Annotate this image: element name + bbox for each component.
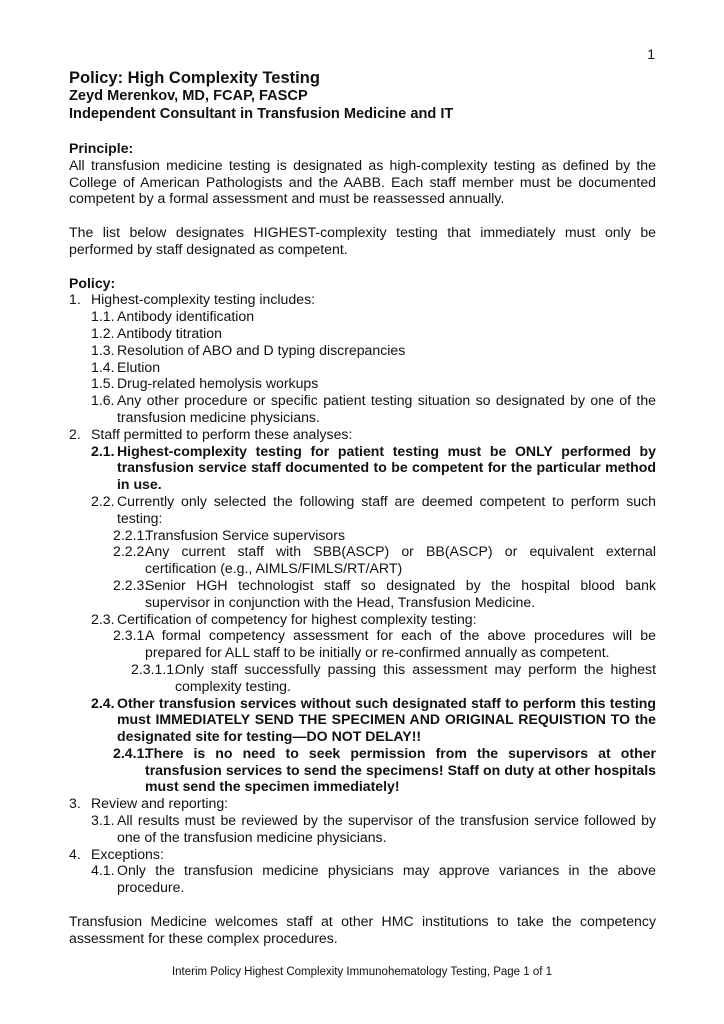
policy-item: 1.4. Elution [91,358,161,375]
policy-item: 3.1. All results must be reviewed by the supervisor of the transfusion service followed by one of the transfusion medicine physicians. [91,812,656,845]
policy-item: 4.1. Only the transfusion medicine physicians may approve variances in the above procedure. [91,862,656,896]
policy-item: 3. Review and reporting: [69,795,229,812]
policy-item: 2.3. Certification of competency for highest complexity testing: [91,610,477,627]
principle-paragraph-2: The list below designates HIGHEST-complexity testing that immediately must only be performed by staff designated as competent. [69,223,656,257]
document-title: Policy: High Complexity Testing [69,69,320,87]
policy-item: 1.6. Any other procedure or specific patient testing situation so designated by one of the transfusion medicine physicians. [91,392,656,425]
author-name: Zeyd Merenkov, MD, FCAP, FASCP [69,88,308,104]
policy-item: 1.1. Antibody identification [91,308,255,325]
policy-item: 2.2. Currently only selected the following staff are deemed competent to perform such testing: [91,492,656,526]
principle-heading: Principle: [69,140,134,156]
policy-item: 1. Highest-complexity testing includes: [69,291,316,308]
principle-paragraph-1: All transfusion medicine testing is designated as high-complexity testing as defined by the College of American Pathologists and the AABB. Each staff member must be documented competent by a formal assessment and must be reassessed annually. [69,156,656,207]
policy-item: 2.3.1. A formal competency assessment for each of the above procedures will be prepared for ALL staff to be initially or re-confirmed annually as competent. [113,627,656,661]
policy-item: 1.2. Antibody titration [91,324,222,341]
page-footer: Interim Policy Highest Complexity Immunohematology Testing, Page 1 of 1 [171,966,553,978]
policy-item-emphasis: 2.4. Other transfusion services without such designated staff to perform this testing must IMMEDIATELY SEND THE SPECIMEN AND ORIGINAL REQUISTION TO the designated site for testing—DO NOT DELAY!! [91,694,656,745]
policy-item: 2. Staff permitted to perform these analyses: [69,425,353,442]
policy-item: 1.5. Drug-related hemolysis workups [91,375,319,392]
closing-paragraph: Transfusion Medicine welcomes staff at other HMC institutions to take the competency assessment for these complex procedures. [69,912,656,946]
policy-item: 2.3.1.1. Only staff successfully passing this assessment may perform the highest complexity testing. [131,660,656,694]
policy-item: 2.2.1. Transfusion Service supervisors [113,526,345,543]
policy-item: 4. Exceptions: [69,845,164,862]
policy-item: 2.2.3. Senior HGH technologist staff so designated by the hospital blood bank supervisor in conjunction with the Head, Transfusion Medicine. [113,576,656,610]
page-number: 1 [647,46,655,62]
policy-item: 2.2.2. Any current staff with SBB(ASCP) or BB(ASCP) or equivalent external certification (e.g., AIMLS/FIMLS/RT/ART) [113,543,656,577]
policy-item-emphasis: 2.1. Highest-complexity testing for patient testing must be ONLY performed by transfusion service staff documented to be competent for the particular method in use. [91,442,656,493]
policy-heading: Policy: [69,274,116,291]
policy-item: 1.3. Resolution of ABO and D typing discrepancies [91,341,406,358]
policy-item-emphasis: 2.4.1. There is no need to seek permission from the supervisors at other transfusion services to send the specimens! Staff on duty at other hospitals must send the specimen immediately! [113,744,656,795]
author-affiliation: Independent Consultant in Transfusion Medicine and IT [69,105,454,122]
document-body [69,69,656,946]
